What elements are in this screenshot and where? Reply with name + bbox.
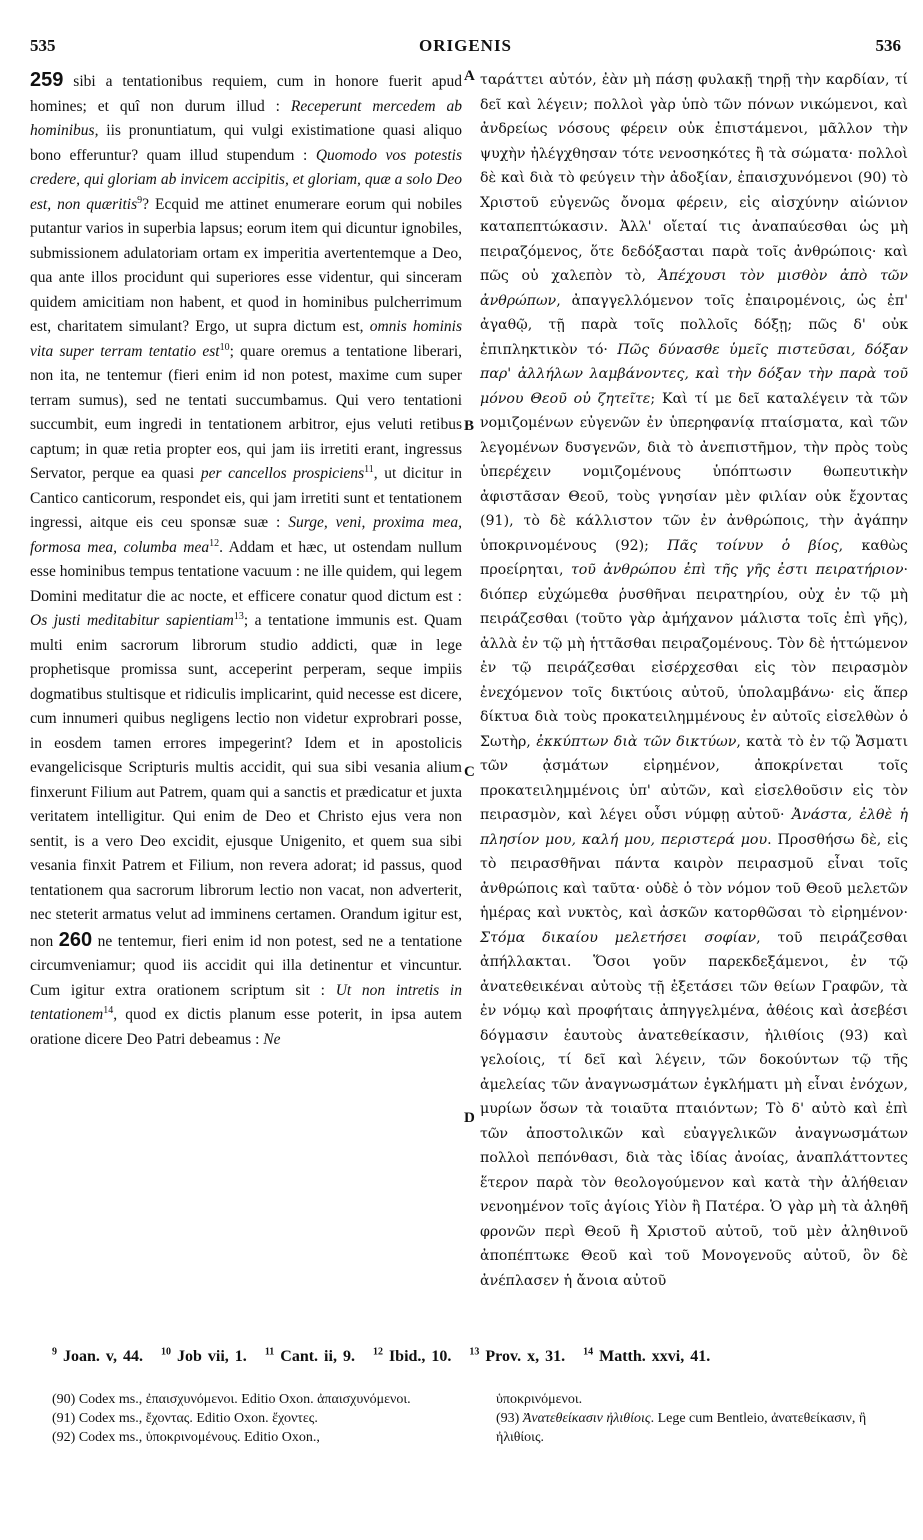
footnote-ref: 14 bbox=[103, 1004, 114, 1016]
scripture-footnotes bbox=[52, 1348, 893, 1366]
critical-note-continued: ὑποκρινόμενοι. bbox=[496, 1392, 583, 1407]
footnote: $^{14}$ Matth. xxvi, 41. bbox=[583, 1346, 711, 1365]
running-header bbox=[30, 36, 901, 62]
margin-letter: B bbox=[464, 418, 475, 434]
section-number: 260 bbox=[58, 928, 93, 951]
latin-text: 259 sibi a tentationibus requiem, cum in honore fuerit apud homines; et quî non durum illud : Receperunt mercedem ab hominibus, iis pronuntiatum, qui vulgi existimatione quasi aliquo bono efferuntur? quam illud stupendum : Quomodo vos potestis credere, qui gloriam ab invicem accipitis, et gloriam, quæ a solo Deo est, non quæritis$^9$? Ecquid me attinet enumerare eorum qui nobiles putantur varios in superbia lapsus; eorum item qui dicuntur ignobiles, submissionem adulatoriam ortam ex imperitia avertentemque a Deo, qua ante illos procidunt qui superiores esse videntur, qui sinceram quidem amicitiam non habent, et quod in hominibus pulcherrimum est, charitatem simulant? Ergo, ut supra dictum est, omnis hominis vita super terram tentatio est$^{10}$; quare oremus a tentatione liberari, non ita, ne tentemur (fieri enim id non potest, maxime cum super terram sumus), sed ne tentati succumbamus. Qui vero tentationi succumbit, eum ingredi in tentationem arbitror, ejus veluti retibus captum; in quæ retia propter eos, qui jam iis irretiti erant, ingressus Servator, perque ea quasi per cancellos prospiciens$^{11}$, ut dicitur in Cantico canticorum, respondet eis, qui jam irretiti sunt et tentationem ingressi, aitque eis ceu sponsæ suæ : Surge, veni, proxima mea, formosa mea, columba mea$^{12}$. Addam et hæc, ut ostendam nullum esse hominibus tempus tentatione vacuum : ne ille quidem, qui legem Domini meditatur die ac nocte, et efficere conatur quod dictum est : Os justi meditabitur sapientiam$^{13}$; a tentatione immunis est. Quam multi enim sacrorum librorum studio addicti, quæ in lege prophetisque promissa sunt, acceperint perperam, seque impiis dogmatibus stultisque et ridiculis implicarint, quid necesse est dicere, cum innumeri quibus negligens lectio non videtur exprobrari posse, in eosdem tamen errores impegerint? Idem et in apostolicis evangelicisque Scripturis multis accidit, qui sua sibi vesania alium finxerunt Filium aut Patrem, quam qui a sanctis et prædicatur et juxta veritatem intelligitur. Qui enim de Deo et Christo ejus vera non sentit, is a vero Deo excidit, ejusque Unigenito, et quem sua sibi vesania finxit Patrem et Filium, non revera adorat; id passus, quod tentationem qua sacrorum librorum lectio non vacat, non adverterit, nec steterit armatus velut ad imminens certamen. Orandum igitur est, non 260 ne tentemur, fieri enim id non potest, sed ne a tentatione circumveniamur; quod iis accidit qui illa detinentur et vincuntur. Cum igitur extra orationem scriptum sit : Ut non intretis in tentationem$^{14}$, quod ex dictis planum esse poterit, in ipsa autem oratione dicere Deo Patri debeamus : Ne bbox=[30, 69, 463, 1048]
greek-text: ταράττει αὐτόν, ἐὰν μὴ πάσῃ φυλακῇ τηρῇ τὴν καρδίαν, τί δεῖ καὶ λέγειν; πολλοὶ γὰρ ὑπὸ τῶν πόνων νικώμενοι, καὶ ἀνδρείως νόσους φέρειν οὐκ ἐπιστάμενοι, μᾶλλον τὴν ψυχὴν ἠλέγχθησαν τότε νενοσηκότες ἢ τὰ σώματα· πολλοὶ δὲ καὶ διὰ τὸ φεύγειν τὴν ἀδοξίαν, ἐπαισχυνόμενοι (90) τὸ Χριστοῦ εὐγενῶς ὄνομα φέρειν, εἰς αἰσχύνην αἰώνιον καταπεπτώκασιν. Ἀλλ' οἴεταί τις ἀναπαύεσθαι ὡς μὴ πειραζόμενος, ὅτε δεδόξασται παρὰ τοῖς ἀνθρώποις· καὶ πῶς οὐ χαλεπὸν τὸ, Ἀπέχουσι τὸν μισθὸν ἀπὸ τῶν ἀνθρώπων, ἀπαγγελλόμενον τοῖς ἐπαιρομένοις, ὡς ἐπ' ἀγαθῷ, τῇ παρὰ τοῖς πολλοῖς δόξῃ; πῶς δ' οὐκ ἐπιπληκτικὸν τό· Πῶς δύνασθε ὑμεῖς πιστεῦσαι, δόξαν παρ' ἀλλήλων λαμβάνοντες, καὶ τὴν δόξαν τὴν παρὰ τοῦ μόνου Θεοῦ οὐ ζητεῖτε; Καὶ τί με δεῖ καταλέγειν τὰ τῶν νομιζομένων εὐγενῶν ἐν ὑπερηφανίᾳ πταίσματα, καὶ τῶν λεγομένων δυσγενῶν, διὰ τὸ ἀνεπιστῆμον, τὴν πρὸς τοὺς ὑπερέχειν νομιζομένους ὑπόπτωσιν θωπευτικὴν ἀφιστᾶσαν Θεοῦ, τοὺς γνησίαν μὲν φιλίαν οὐκ ἔχοντας (91), τὸ δὲ κάλλιστον τῶν ἐν ἀνθρώποις, τὴν ἀγάπην ὑποκρινομένους (92); Πᾶς τοίνυν ὁ βίος, καθὼς προείρηται, τοῦ ἀνθρώπου ἐπὶ τῆς γῆς ἐστι πειρατήριον· διόπερ εὐχώμεθα ῥυσθῆναι πειρατηρίου, οὐχ ἐν τῷ μὴ πειράζεσθαι (τοῦτο γὰρ ἀμήχανον μάλιστα τοῖς ἐπὶ γῆς), ἀλλὰ ἐν τῷ μὴ ἡττᾶσθαι πειραζομένους. Τὸν δὲ ἡττώμενον ἐν τῷ πειράζεσθαι εἰσέρχεσθαι εἰς τὸν πειρασμὸν ἐνεχόμενον τοῖς δικτύοις αὐτοῦ, ὑπολαμβάνω· εἰς ἅπερ δίκτυα διὰ τοὺς προκατειλημμένους ἐν αὐτοῖς εἰσελθὼν ὁ Σωτὴρ, ἐκκύπτων διὰ τῶν δικτύων, κατὰ τὸ ἐν τῷ Ἄσματι τῶν ᾀσμάτων εἰρημένον, ἀποκρίνεται τοῖς προκατειλημμένοις ὑπ' αὐτῶν, καὶ εἰσελθοῦσιν εἰς τὸν πειρασμὸν, καὶ λέγει οὖσι νύμφῃ αὐτοῦ· Ἀνάστα, ἐλθὲ ἡ πλησίον μου, καλή μου, περιστερά μου. Προσθήσω δὲ, εἰς τὸ πειρασθῆναι πάντα καιρὸν πειρασμοῦ εἶναι τοῖς ἀνθρώποις καὶ ταῦτα· οὐδὲ ὁ τὸν νόμον τοῦ Θεοῦ μελετῶν ἡμέρας καὶ νυκτὸς, καὶ ἀσκῶν κατορθῶσαι τὸ εἰρημένον· Στόμα δικαίου μελετήσει σοφίαν, τοῦ πειράζεσθαι ἀπήλλακται. Ὅσοι γοῦν παρεκδεξάμενοι, ἐν τῷ ἀνατεθεικέναι αὐτοὺς τῇ ἐξετάσει τῶν θείων Γραφῶν, τὰ ἐν νόμῳ καὶ προφήταις ἀπηγγελμένα, ἀθέοις καὶ ἀσεβέσι δόγμασιν ἑαυτοὺς ἀνατεθείκασιν, ἠλιθίοις (93) καὶ γελοίοις, τί δεῖ καὶ λέγειν, τῶν δοκούντων τῷ τῆς ἀμελείας τῶν ἀναγνωσμάτων ἐγκλήματι μὴ εἶναι ἐνόχων, μυρίων ὅσων τὰ τοιαῦτα πταιόντων; Τὸ δ' αὐτὸ καὶ ἐπὶ τῶν ἀποστολικῶν καὶ εὐαγγελικῶν ἀναγνωσμάτων πολλοὶ πεπόνθασι, διὰ τὰς ἰδίας ἀνοίας, ἀναπλάττοντες ἕτερον παρὰ τὸν θεολογούμενον καὶ κατὰ τὴν ἀλήθειαν νενοημένον τοῖς ἁγίοις Υἱὸν ἢ Πατέρα. Ὁ γὰρ μὴ τὰ ἀληθῆ φρονῶν περὶ Θεοῦ ἢ Χριστοῦ αὐτοῦ, τοῦ μὲν ἀληθινοῦ ἀποπέπτωκε Θεοῦ καὶ τοῦ Μονογενοῦς αὐτοῦ, ὃν δὲ ἀνέπλασεν ἡ ἄνοια αὐτοῦ bbox=[480, 72, 909, 1289]
scripture-quote: Ἀπέχουσι τὸν μισθὸν ἀπὸ τῶν ἀνθρώπων bbox=[480, 268, 908, 309]
footnote-ref: 11 bbox=[364, 463, 374, 475]
footnote: $^{13}$ Prov. x, 31. bbox=[469, 1346, 566, 1365]
footnote: $^9$ Joan. v, 44. bbox=[52, 1346, 144, 1365]
scripture-quote: Ne bbox=[263, 1030, 281, 1048]
margin-letter: A bbox=[464, 68, 475, 84]
running-title: ORIGENIS bbox=[418, 36, 513, 55]
greek-column bbox=[480, 68, 908, 1293]
critical-note: (90) Codex ms., ἐπαισχυνόμενοι. Editio Oxon. ἀπαισχυνόμενοι. bbox=[52, 1392, 411, 1407]
critical-notes-right bbox=[496, 1390, 908, 1447]
page-number-left: 535 bbox=[30, 36, 56, 55]
footnote-ref: 13 bbox=[233, 610, 244, 622]
scripture-quote: Στόμα δικαίου μελετήσει σοφίαν bbox=[480, 929, 757, 946]
scripture-quote: Os justi meditabitur sapientiam bbox=[30, 612, 234, 629]
scripture-quote: Quomodo vos potestis credere, qui gloriam ab invicem accipitis, et gloriam, quæ a solo Deo est, non quæritis bbox=[30, 146, 462, 213]
scripture-quote: Receperunt mercedem ab hominibus, bbox=[30, 97, 462, 139]
scripture-quote: Πῶς δύνασθε ὑμεῖς πιστεῦσαι, δόξαν παρ' ἀλλήλων λαμβάνοντες, καὶ τὴν δόξαν τὴν παρὰ τοῦ μόνου Θεοῦ οὐ ζητεῖτε bbox=[480, 341, 908, 407]
margin-letter: D bbox=[464, 1110, 475, 1126]
scripture-quote: Ἀνάστα, ἐλθὲ ἡ πλησίον μου, καλή μου, περιστερά μου bbox=[480, 807, 909, 848]
scripture-quote: Πᾶς τοίνυν ὁ βίος bbox=[667, 537, 839, 554]
critical-note: (93) Ἀνατεθείκασιν ἠλιθίοις. Lege cum Bentleio, ἀνατεθείκασιν, ἢ ἠλιθίοις. bbox=[496, 1411, 867, 1445]
footnote: $^{12}$ Ibid., 10. bbox=[372, 1346, 452, 1365]
scripture-quote: omnis hominis vita super terram tentatio est bbox=[30, 318, 463, 360]
critical-note: (91) Codex ms., ἔχοντας. Editio Oxon. ἔχοντες. bbox=[52, 1411, 318, 1426]
footnote: $^{10}$ Job vii, 1. bbox=[161, 1346, 247, 1365]
scripture-quote: τοῦ ἀνθρώπου ἐπὶ τῆς γῆς ἐστι πειρατήριον bbox=[570, 562, 904, 578]
page-number-right: 536 bbox=[875, 36, 901, 55]
section-number: 259 bbox=[30, 69, 64, 91]
footnote-ref: 9 bbox=[137, 194, 143, 206]
footnote: $^{11}$ Cant. ii, 9. bbox=[264, 1346, 355, 1365]
critical-notes-left bbox=[52, 1390, 472, 1447]
scripture-quote: Surge, veni, proxima mea, formosa mea, columba mea bbox=[30, 514, 463, 556]
margin-letter: C bbox=[464, 764, 475, 780]
footnote-ref: 12 bbox=[209, 537, 220, 549]
scripture-quote: Ut non intretis in tentationem bbox=[30, 981, 462, 1023]
scripture-quote: per cancellos prospiciens bbox=[200, 465, 365, 482]
scripture-quote: ἐκκύπτων διὰ τῶν δικτύων bbox=[536, 733, 737, 750]
footnote-ref: 10 bbox=[219, 341, 230, 353]
latin-column bbox=[30, 68, 462, 1052]
critical-note: (92) Codex ms., ὑποκρινομένους. Editio Oxon., bbox=[52, 1430, 320, 1445]
